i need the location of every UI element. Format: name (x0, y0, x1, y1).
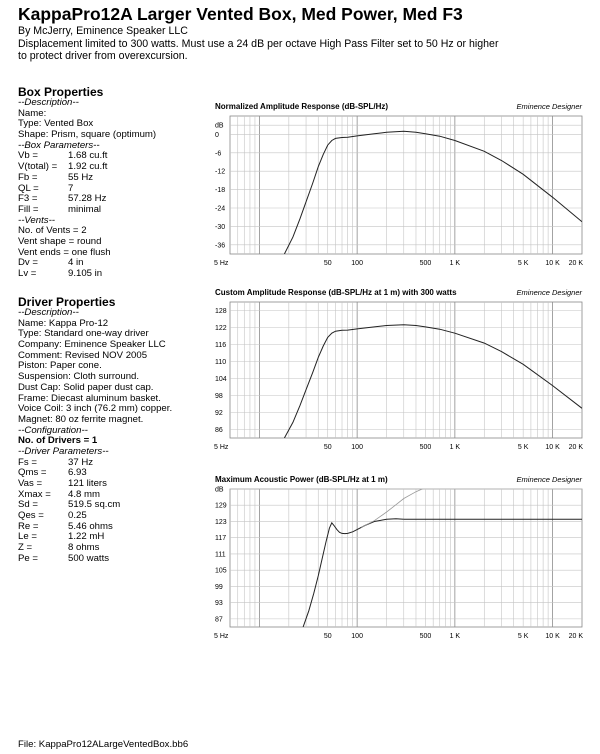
x-tick-label: 20 K (568, 260, 583, 267)
box-param-label: No. of Vents = 2 (18, 225, 87, 237)
box-param-value: 55 Hz (68, 171, 94, 183)
box-param-row (18, 98, 208, 109)
driver-param-value: 519.5 sq.cm (68, 499, 121, 511)
x-tick-label: 50 (323, 444, 332, 451)
box-param-row (18, 141, 208, 152)
box-param-row (18, 162, 208, 173)
x-tick-label: 10 K (545, 633, 560, 640)
box-param-label: Dv = (18, 257, 38, 269)
y-tick-label: dB (215, 122, 224, 130)
y-tick-label: 129 (215, 502, 227, 510)
x-tick-label: 5 Hz (214, 260, 229, 267)
box-param-label: Vent ends = one flush (18, 246, 111, 258)
x-tick-label: 20 K (568, 633, 583, 640)
driver-param-value: 6.93 (68, 467, 87, 479)
box-param-value: 57.28 Hz (68, 193, 107, 205)
y-tick-label: 105 (215, 567, 227, 575)
x-tick-label: 5 K (517, 633, 529, 640)
chart-title: Custom Amplitude Response (dB-SPL/Hz at 1 m) with 300 watts (215, 288, 457, 297)
driver-param-row (18, 500, 208, 511)
y-tick-label: 104 (215, 376, 227, 383)
box-properties-list (18, 98, 208, 280)
x-tick-label: 50 (323, 633, 332, 640)
x-tick-label: 10 K (545, 260, 560, 267)
driver-param-label: Z = (18, 542, 33, 554)
y-tick-label: 128 (215, 308, 227, 315)
y-tick-label: 111 (215, 551, 226, 559)
box-properties-title: Box Properties (18, 85, 104, 99)
box-param-row (18, 248, 208, 259)
driver-param-label: Re = (18, 520, 39, 532)
x-tick-label: 100 (351, 633, 363, 640)
driver-param-value: 37 Hz (68, 456, 94, 468)
normalized-amplitude-chart (212, 100, 584, 268)
plot-frame (230, 302, 582, 438)
box-param-row (18, 258, 208, 269)
driver-param-label: Qes = (18, 510, 44, 522)
chart-brand: Eminence Designer (516, 475, 582, 484)
chart-title: Normalized Amplitude Response (dB-SPL/Hz) (215, 102, 389, 111)
driver-properties-list (18, 308, 208, 565)
y-tick-label: 117 (215, 535, 227, 543)
driver-param-value: 4.8 mm (68, 488, 100, 500)
y-tick-label: 92 (215, 410, 223, 417)
x-tick-label: 5 K (517, 444, 529, 451)
y-tick-label: 87 (215, 616, 223, 624)
box-param-value: 9.105 in (68, 268, 103, 279)
box-param-row (18, 269, 208, 280)
y-tick-label: -6 (215, 150, 222, 158)
driver-param-row (18, 554, 208, 565)
driver-param-label: Qms = (18, 467, 47, 479)
y-tick-label: 0 (215, 131, 219, 139)
driver-param-label: Piston: Paper cone. (18, 360, 102, 372)
x-tick-label: 1 K (449, 633, 461, 640)
driver-param-label: Le = (18, 531, 37, 543)
driver-param-label: Frame: Diecast aluminum basket. (18, 392, 161, 404)
chart-brand: Eminence Designer (516, 288, 582, 297)
box-param-label: Vb = (18, 150, 39, 162)
box-param-value: 1.92 cu.ft (68, 161, 108, 173)
x-tick-label: 5 K (517, 260, 529, 267)
driver-param-label: --Driver Parameters-- (18, 445, 109, 457)
x-tick-label: 5 Hz (214, 633, 229, 640)
y-tick-label: -36 (215, 242, 226, 250)
driver-param-label: No. of Drivers = 1 (18, 435, 98, 447)
x-tick-label: 50 (323, 260, 332, 267)
document-title: KappaPro12A Larger Vented Box, Med Power, Med F3 (18, 4, 463, 24)
box-param-label: Vent shape = round (18, 235, 102, 247)
y-tick-label: 99 (215, 583, 223, 591)
chart-brand: Eminence Designer (516, 102, 582, 111)
box-param-label: QL = (18, 182, 39, 194)
driver-param-value: 121 liters (68, 478, 107, 489)
box-param-label: --Description-- (18, 97, 79, 108)
driver-param-row (18, 468, 208, 479)
note-line-2: to protect driver from overexcursion. (18, 50, 188, 62)
y-tick-label: -24 (215, 205, 226, 213)
file-footer: File: KappaPro12ALargeVentedBox.bb6 (18, 739, 189, 750)
driver-param-label: Dust Cap: Solid paper dust cap. (18, 381, 154, 393)
driver-param-row (18, 511, 208, 522)
driver-param-label: Magnet: 80 oz ferrite magnet. (18, 413, 144, 425)
box-param-label: Shape: Prism, square (optimum) (18, 129, 157, 141)
x-tick-label: 100 (351, 444, 363, 451)
box-param-label: F3 = (18, 193, 38, 205)
y-tick-label: 98 (215, 393, 223, 400)
driver-param-label: Suspension: Cloth surround. (18, 371, 140, 383)
box-param-label: Fb = (18, 171, 38, 183)
driver-param-value: 0.25 (68, 510, 87, 522)
note-line-1: Displacement limited to 300 watts. Must use a 24 dB per octave High Pass Filter set to 50 Hz or higher (18, 38, 499, 50)
driver-param-row (18, 447, 208, 458)
x-tick-label: 100 (351, 260, 363, 267)
box-param-row (18, 194, 208, 205)
x-tick-label: 1 K (449, 260, 461, 267)
box-param-label: V(total) = (18, 161, 58, 173)
driver-param-row (18, 532, 208, 543)
y-tick-label: 123 (215, 518, 227, 526)
x-tick-label: 1 K (449, 444, 461, 451)
x-tick-label: 500 (419, 260, 432, 267)
y-tick-label: -18 (215, 187, 226, 195)
y-tick-label: 86 (215, 427, 223, 434)
x-tick-label: 5 Hz (214, 444, 229, 451)
max-acoustic-power-chart (212, 473, 584, 641)
driver-param-value: 8 ohms (68, 542, 100, 554)
plot-frame (230, 116, 582, 254)
x-tick-label: 20 K (568, 444, 583, 451)
driver-param-label: Fs = (18, 456, 37, 468)
plot-frame (230, 489, 582, 627)
box-param-value: minimal (68, 203, 102, 215)
driver-param-label: Name: Kappa Pro-12 (18, 317, 109, 329)
box-param-label: --Vents-- (18, 214, 55, 226)
driver-param-label: Xmax = (18, 488, 51, 500)
y-tick-label: -30 (215, 223, 226, 231)
box-param-value: 4 in (68, 257, 84, 269)
driver-param-label: Sd = (18, 499, 39, 511)
y-tick-label: 93 (215, 600, 223, 608)
box-param-row (18, 184, 208, 195)
box-param-label: Fill = (18, 203, 39, 215)
driver-param-label: Type: Standard one-way driver (18, 328, 149, 340)
driver-param-value: 5.46 ohms (68, 520, 113, 532)
box-param-row (18, 173, 208, 184)
y-tick-label: 122 (215, 325, 227, 332)
driver-param-label: --Description-- (18, 307, 79, 318)
box-param-label: Type: Vented Box (18, 118, 94, 130)
x-tick-label: 500 (419, 633, 432, 640)
x-tick-label: 10 K (545, 444, 560, 451)
box-param-label: Lv = (18, 268, 37, 279)
y-tick-label: 116 (215, 342, 227, 349)
driver-param-label: Pe = (18, 552, 39, 564)
driver-param-label: Vas = (18, 478, 43, 489)
driver-param-value: 500 watts (68, 552, 110, 564)
driver-properties-title: Driver Properties (18, 295, 116, 309)
author-line: By McJerry, Eminence Speaker LLC (18, 25, 188, 37)
driver-param-value: 1.22 mH (68, 531, 105, 543)
box-param-value: 7 (68, 182, 74, 194)
driver-param-label: Voice Coil: 3 inch (76.2 mm) copper. (18, 403, 173, 415)
y-tick-label: dB (215, 486, 224, 494)
box-param-value: 1.68 cu.ft (68, 150, 108, 162)
driver-param-label: Company: Eminence Speaker LLC (18, 339, 166, 351)
custom-amplitude-chart (212, 286, 584, 452)
y-tick-label: 110 (215, 359, 227, 366)
box-param-label: --Box Parameters-- (18, 139, 100, 151)
driver-param-label: --Configuration-- (18, 424, 88, 436)
driver-param-row (18, 522, 208, 533)
y-tick-label: -12 (215, 168, 226, 176)
driver-param-label: Comment: Revised NOV 2005 (18, 349, 148, 361)
box-param-label: Name: (18, 107, 47, 119)
x-tick-label: 500 (419, 444, 432, 451)
chart-title: Maximum Acoustic Power (dB-SPL/Hz at 1 m) (215, 475, 388, 484)
driver-param-row (18, 543, 208, 554)
